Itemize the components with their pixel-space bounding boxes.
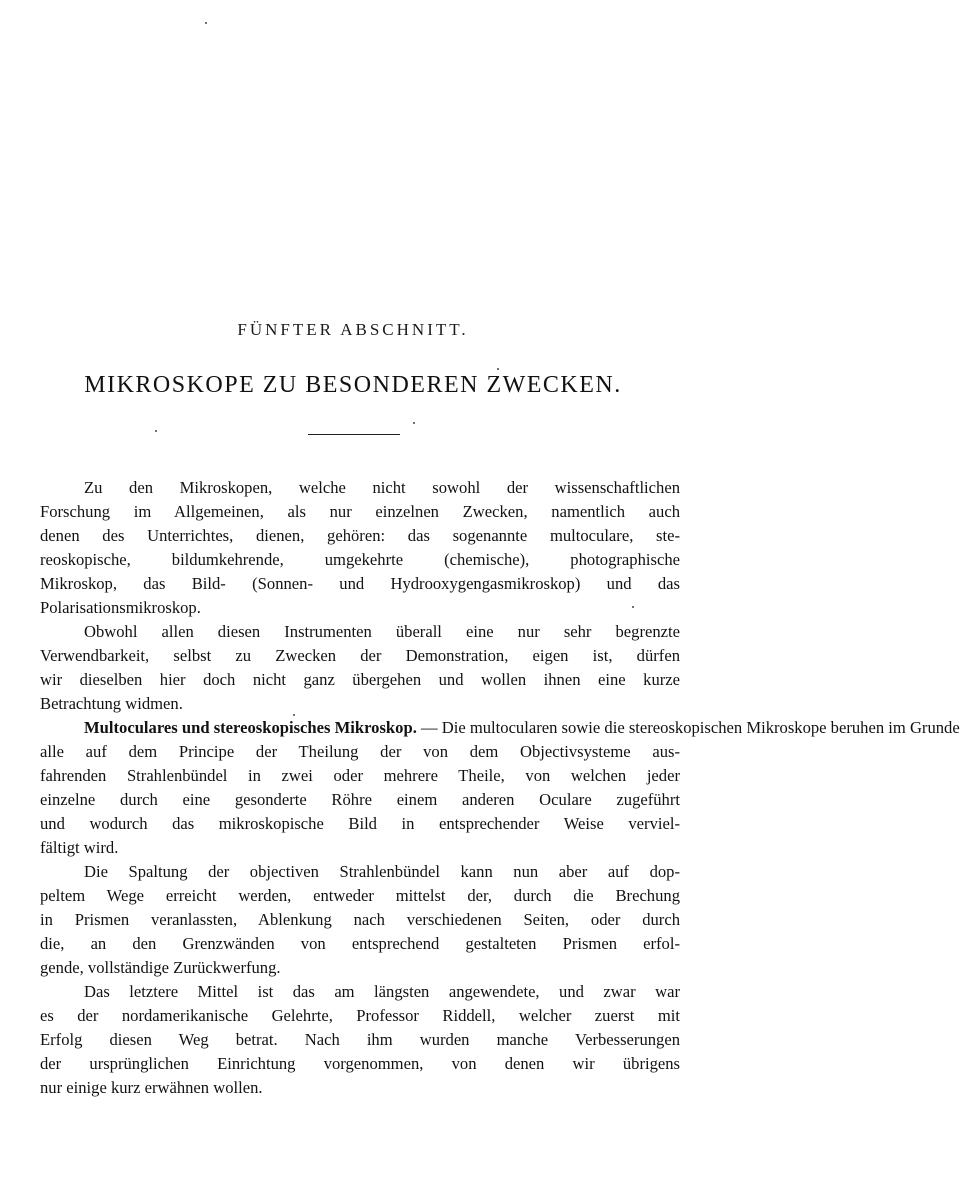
text-line: in Prismen veranlassten, Ablenkung nach verschiedenen Seiten, oder durch: [40, 910, 680, 929]
paragraph: [40, 620, 680, 716]
text-line: Die Spaltung der objectiven Strahlenbündel kann nun aber auf dop-: [84, 862, 680, 881]
text-line: die, an den Grenzwänden von entsprechend gestalteten Prismen erfol-: [40, 934, 680, 953]
print-speck: [205, 22, 207, 24]
text-line: fahrenden Strahlenbündel in zwei oder mehrere Theile, von welchen jeder: [40, 766, 680, 785]
print-speck: [155, 430, 157, 432]
text-line: Forschung im Allgemeinen, als nur einzelnen Zwecken, namentlich auch: [40, 502, 680, 521]
print-speck: [413, 422, 415, 424]
text-line: gende, vollständige Zurückwerfung.: [40, 958, 281, 977]
text-run: — Die multocularen sowie die stereoskopischen Mikroskope beruhen im Grunde: [421, 718, 960, 737]
text-line: fältigt wird.: [40, 838, 119, 857]
paragraph: [40, 716, 960, 860]
title-divider: [308, 434, 400, 435]
text-line: [40, 716, 960, 740]
text-line: einzelne durch eine gesonderte Röhre einem anderen Oculare zugeführt: [40, 790, 680, 809]
text-line: peltem Wege erreicht werden, entweder mittelst der, durch die Brechung: [40, 886, 680, 905]
section-label: FÜNFTER ABSCHNITT.: [237, 320, 469, 339]
body-text: [40, 476, 960, 1100]
text-line: und wodurch das mikroskopische Bild in entsprechender Weise verviel-: [40, 814, 680, 833]
paragraph: [40, 476, 680, 620]
section-heading: Multoculares und stereoskopisches Mikroskop.: [84, 718, 417, 737]
text-line: Zu den Mikroskopen, welche nicht sowohl der wissenschaftlichen: [84, 478, 680, 497]
text-line: Erfolg diesen Weg betrat. Nach ihm wurden manche Verbesserungen: [40, 1030, 680, 1049]
text-line: Das letztere Mittel ist das am längsten angewendete, und zwar war: [84, 982, 680, 1001]
text-line: der ursprünglichen Einrichtung vorgenommen, von denen wir übrigens: [40, 1054, 680, 1073]
text-line: Obwohl allen diesen Instrumenten überall eine nur sehr begrenzte: [84, 622, 680, 641]
text-line: reoskopische, bildumkehrende, umgekehrte (chemische), photographische: [40, 550, 680, 569]
paragraph: [40, 980, 680, 1100]
text-line: es der nordamerikanische Gelehrte, Professor Riddell, welcher zuerst mit: [40, 1006, 680, 1025]
text-line: nur einige kurz erwähnen wollen.: [40, 1078, 263, 1097]
text-line: Mikroskop, das Bild- (Sonnen- und Hydrooxygengasmikroskop) und das: [40, 574, 680, 593]
text-line: Polarisationsmikroskop.: [40, 598, 201, 617]
text-line: Verwendbarkeit, selbst zu Zwecken der Demonstration, eigen ist, dürfen: [40, 646, 680, 665]
text-line: alle auf dem Principe der Theilung der von dem Objectivsysteme aus-: [40, 742, 680, 761]
paragraph: [40, 860, 680, 980]
print-speck: [497, 368, 499, 370]
chapter-title: MIKROSKOPE ZU BESONDEREN ZWECKEN.: [84, 372, 622, 398]
text-line: wir dieselben hier doch nicht ganz übergehen und wollen ihnen eine kurze: [40, 670, 680, 689]
text-line: denen des Unterrichtes, dienen, gehören: das sogenannte multoculare, ste-: [40, 526, 680, 545]
text-line: Betrachtung widmen.: [40, 694, 183, 713]
